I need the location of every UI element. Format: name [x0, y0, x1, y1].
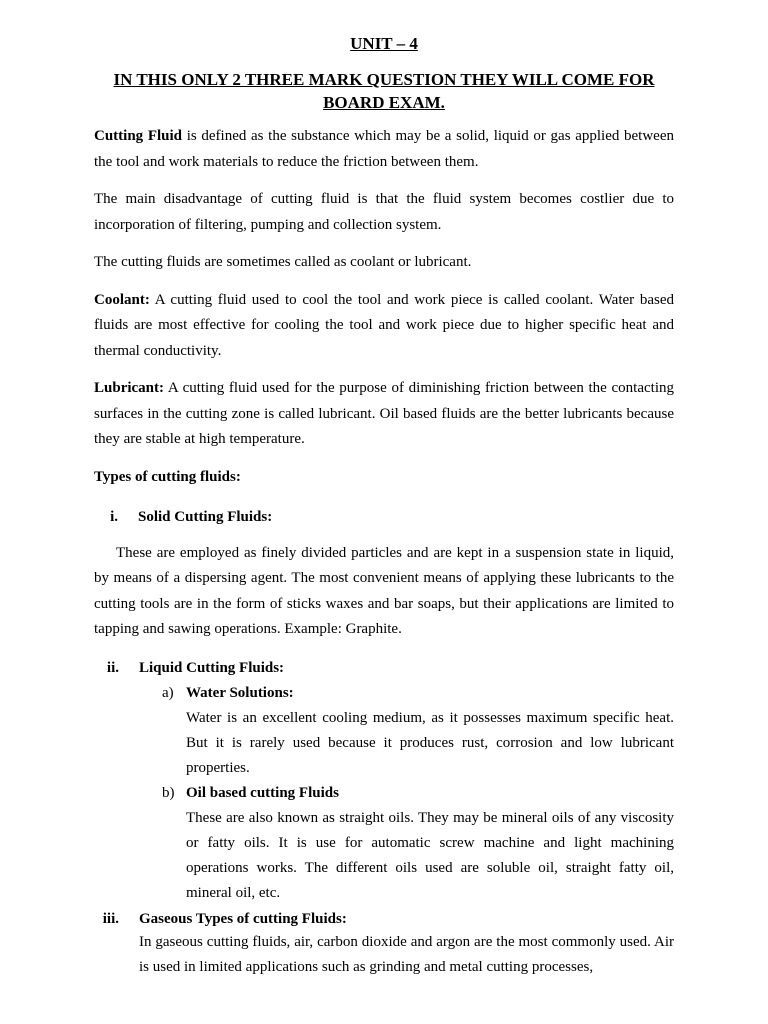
cutting-fluid-definition [94, 124, 674, 175]
water-solutions-label: Water Solutions: [186, 684, 294, 701]
disadvantage-paragraph: The main disadvantage of cutting fluid is that the fluid system becomes costlier due to incorporation of filtering, pumping and collection system. [94, 191, 674, 233]
lubricant-definition [94, 376, 674, 453]
liquid-fluids-label: Liquid Cutting Fluids: [139, 659, 285, 676]
water-solutions-number: a) [162, 684, 174, 701]
solid-fluids-number: i. [110, 508, 118, 525]
water-solutions-heading [94, 681, 674, 706]
oil-fluids-label: Oil based cutting Fluids [186, 784, 339, 801]
liquid-fluids-number: ii. [106, 659, 119, 676]
water-solutions-text: Water is an excellent cooling medium, as it possesses maximum specific heat. But it is rarely used because it produces rust, corrosion and low lubricant properties. [186, 709, 674, 776]
liquid-fluids-heading [94, 657, 674, 679]
unit-title: UNIT – 4 [350, 34, 418, 53]
coolant-text: A cutting fluid used to cool the tool and work piece is called coolant. Water based fluids are most effective for cooling the tool and work piece due to higher specific heat and thermal conductivity. [94, 291, 674, 359]
oil-fluids-heading [94, 781, 674, 806]
oil-fluids-number: b) [162, 784, 175, 801]
solid-fluids-text: These are employed as finely divided particles and are kept in a suspension state in liquid, by means of a dispersing agent. The most convenient means of applying these lubricants to the cutting tools are in the form of sticks waxes and bar soaps, but their applications are limited to tapping and sawing operations. Example: Graphite. [94, 544, 674, 637]
types-heading: Types of cutting fluids: [94, 468, 241, 485]
solid-fluids-label: Solid Cutting Fluids: [138, 508, 273, 525]
oil-fluids-text: These are also known as straight oils. They may be mineral oils of any viscosity or fatty oils. It is use for automatic screw machine and light machining operations works. The different oils used are soluble oil, straight fatty oil, mineral oil, etc. [186, 809, 674, 901]
solid-fluids-heading [94, 506, 674, 528]
gaseous-fluids-number: iii. [102, 910, 119, 927]
exam-headline: IN THIS ONLY 2 THREE MARK QUESTION THEY WILL COME FOR BOARD EXAM. [113, 70, 655, 112]
gaseous-fluids-text: In gaseous cutting fluids, air, carbon dioxide and argon are the most commonly used. Air is used in limited applications such as grinding and metal cutting processes, [139, 933, 674, 975]
gaseous-fluids-heading [94, 908, 674, 930]
cutting-fluid-text: is defined as the substance which may be a solid, liquid or gas applied between the tool and work materials to reduce the friction between them. [94, 128, 674, 170]
coolant-definition [94, 288, 674, 365]
also-called-paragraph: The cutting fluids are sometimes called as coolant or lubricant. [94, 254, 472, 270]
coolant-term: Coolant: [94, 291, 150, 308]
gaseous-fluids-label: Gaseous Types of cutting Fluids: [139, 910, 347, 927]
cutting-fluid-term: Cutting Fluid [94, 128, 183, 144]
lubricant-text: A cutting fluid used for the purpose of diminishing friction between the contacting surfaces in the cutting zone is called lubricant. Oil based fluids are the better lubricants because they are stable at high temperature. [94, 380, 674, 447]
lubricant-term: Lubricant: [94, 380, 165, 396]
